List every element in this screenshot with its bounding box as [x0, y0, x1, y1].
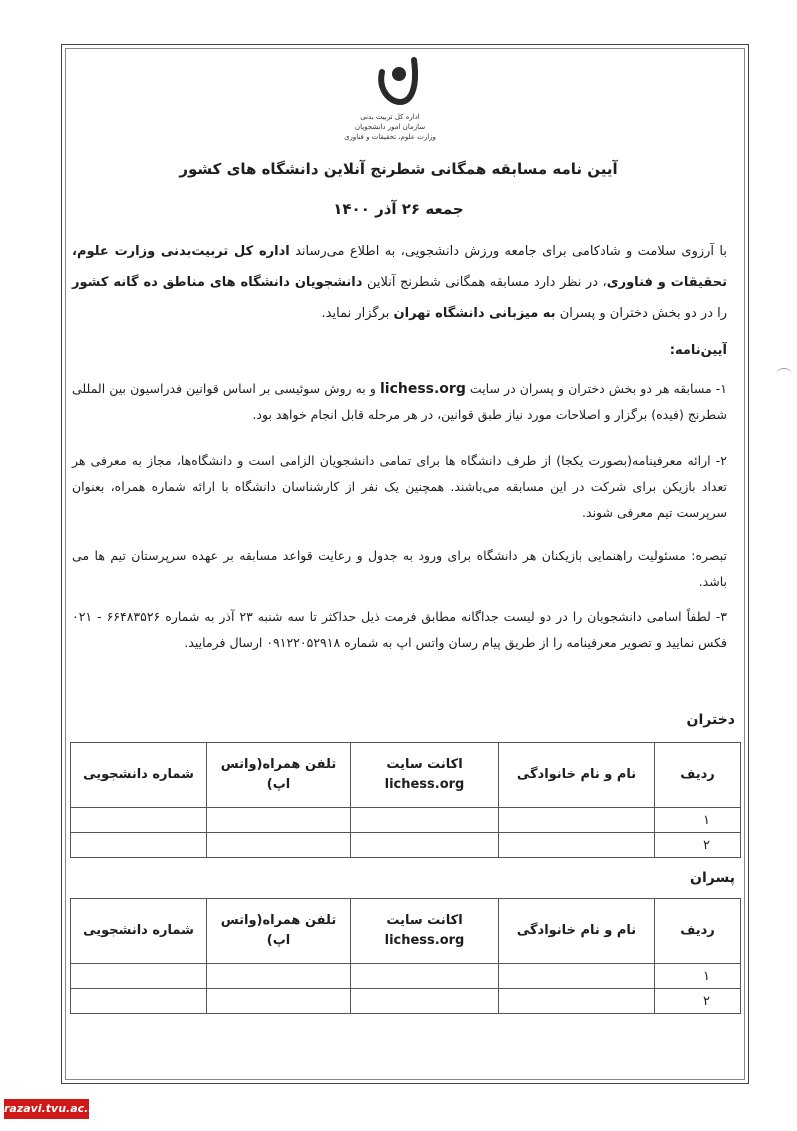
regulation-item-3: ۳- لطفاً اسامی دانشجویان را در دو لیست جداگانه مطابق فرمت ذیل حداکثر تا سه شنبه ۲۳ آذر به شماره ۶۶۴۸۳۵۲۶ - ۰۲۱ فکس نمایید و تصویر معرفینامه را از طریق پیام رسان واتس اپ به شماره ۰۹۱۲۲۰۵۲۹۱۸ ارسال فرمایید.	[72, 609, 727, 650]
row-number: ۲	[655, 989, 741, 1014]
intro-bold: اداره کل تربیت‌بدنی وزارت علوم، تحقیقات و فناوری	[72, 244, 728, 290]
table-header-row	[71, 899, 741, 964]
intro-text: برگزار نماید.	[321, 306, 394, 321]
col-header-student-id: شماره دانشجویی	[71, 899, 207, 964]
col-header-lichess-account: اکانت سایت lichess.org	[351, 743, 499, 808]
col-header-phone: تلفن همراه(واتس اپ)	[207, 743, 351, 808]
empty-cell	[351, 989, 499, 1014]
intro-text: ، در نظر دارد مسابقه همگانی شطرنج آنلاین	[362, 275, 607, 290]
org-line: سازمان امور دانشجویان	[354, 123, 426, 131]
empty-cell	[207, 989, 351, 1014]
col-header-lichess-account: اکانت سایت lichess.org	[351, 899, 499, 964]
event-date: جمعه ۲۶ آذر ۱۴۰۰	[333, 200, 464, 218]
row-number: ۲	[655, 833, 741, 858]
item-text: ۱- مسابقه هر دو بخش دختران و پسران در سایت	[465, 381, 727, 396]
empty-cell	[207, 808, 351, 833]
regulation-item-1	[72, 376, 727, 428]
col-header-phone: تلفن همراه(واتس اپ)	[207, 899, 351, 964]
organization-name	[330, 112, 450, 142]
table-row	[71, 964, 741, 989]
col-header-row-number: ردیف	[655, 899, 741, 964]
girls-table	[70, 742, 741, 858]
org-line: اداره کل تربیت بدنی	[360, 113, 420, 121]
document-title: آیین نامه مسابقه همگانی شطرنج آنلاین دانشگاه های کشور	[179, 160, 618, 178]
boys-label: پسران	[690, 870, 735, 886]
regulation-note: تبصره: مسئولیت راهنمایی بازیکنان هر دانشگاه برای ورود به جدول و رعایت قواعد مسابقه بر عهده سرپرستان تیم ها می باشد.	[72, 548, 727, 589]
row-number: ۱	[655, 808, 741, 833]
empty-cell	[499, 808, 655, 833]
intro-bold: دانشجویان دانشگاه های مناطق ده گانه کشور	[72, 275, 363, 290]
empty-cell	[351, 808, 499, 833]
regulations-heading: آیین‌نامه:	[669, 343, 727, 358]
org-line: وزارت علوم، تحقیقات و فناوری	[344, 133, 436, 141]
intro-text: با آرزوی سلامت و شادکامی برای جامعه ورزش دانشجویی، به اطلاع می‌رساند	[289, 244, 727, 259]
table-row	[71, 833, 741, 858]
girls-label: دختران	[686, 712, 735, 728]
regulation-item-2: ۲- ارائه معرفینامه(بصورت یکجا) از طرف دانشگاه ها برای تمامی دانشجویان الزامی است و دانشگاه‌ها، مجاز به معرفی هر تعداد بازیکن برای شرکت در این مسابقه می‌باشند. همچنین یک نفر از کارشناسان دانشگاه با ارائه شماره همراه، بعنوان سرپرست تیم معرفی شوند.	[72, 453, 727, 520]
intro-text: را در دو بخش دختران و پسران	[555, 306, 727, 321]
empty-cell	[499, 964, 655, 989]
website-watermark[interactable]: razavi.tvu.ac.ir	[4, 1099, 89, 1119]
col-header-full-name: نام و نام خانوادگی	[499, 899, 655, 964]
empty-cell	[71, 833, 207, 858]
table-row	[71, 808, 741, 833]
empty-cell	[71, 808, 207, 833]
table-row	[71, 989, 741, 1014]
organization-logo	[368, 50, 428, 110]
item-text: و به روش سوئیسی بر اساس قوانین فدراسیون بین المللی شطرنج (فیده) برگزار و اصلاحات مورد نیاز طبق قوانین، در هر مرحله قابل انجام خواهد بود.	[72, 381, 727, 422]
empty-cell	[499, 833, 655, 858]
empty-cell	[351, 964, 499, 989]
site-name: lichess.org	[379, 381, 466, 397]
col-header-full-name: نام و نام خانوادگی	[499, 743, 655, 808]
scan-edge-mark	[776, 368, 792, 381]
empty-cell	[71, 964, 207, 989]
intro-bold: به میزبانی دانشگاه تهران	[393, 306, 556, 321]
boys-table	[70, 898, 741, 1014]
table-header-row	[71, 743, 741, 808]
empty-cell	[71, 989, 207, 1014]
empty-cell	[207, 833, 351, 858]
row-number: ۱	[655, 964, 741, 989]
intro-paragraph	[72, 236, 727, 329]
empty-cell	[351, 833, 499, 858]
col-header-row-number: ردیف	[655, 743, 741, 808]
col-header-student-id: شماره دانشجویی	[71, 743, 207, 808]
empty-cell	[207, 964, 351, 989]
empty-cell	[499, 989, 655, 1014]
